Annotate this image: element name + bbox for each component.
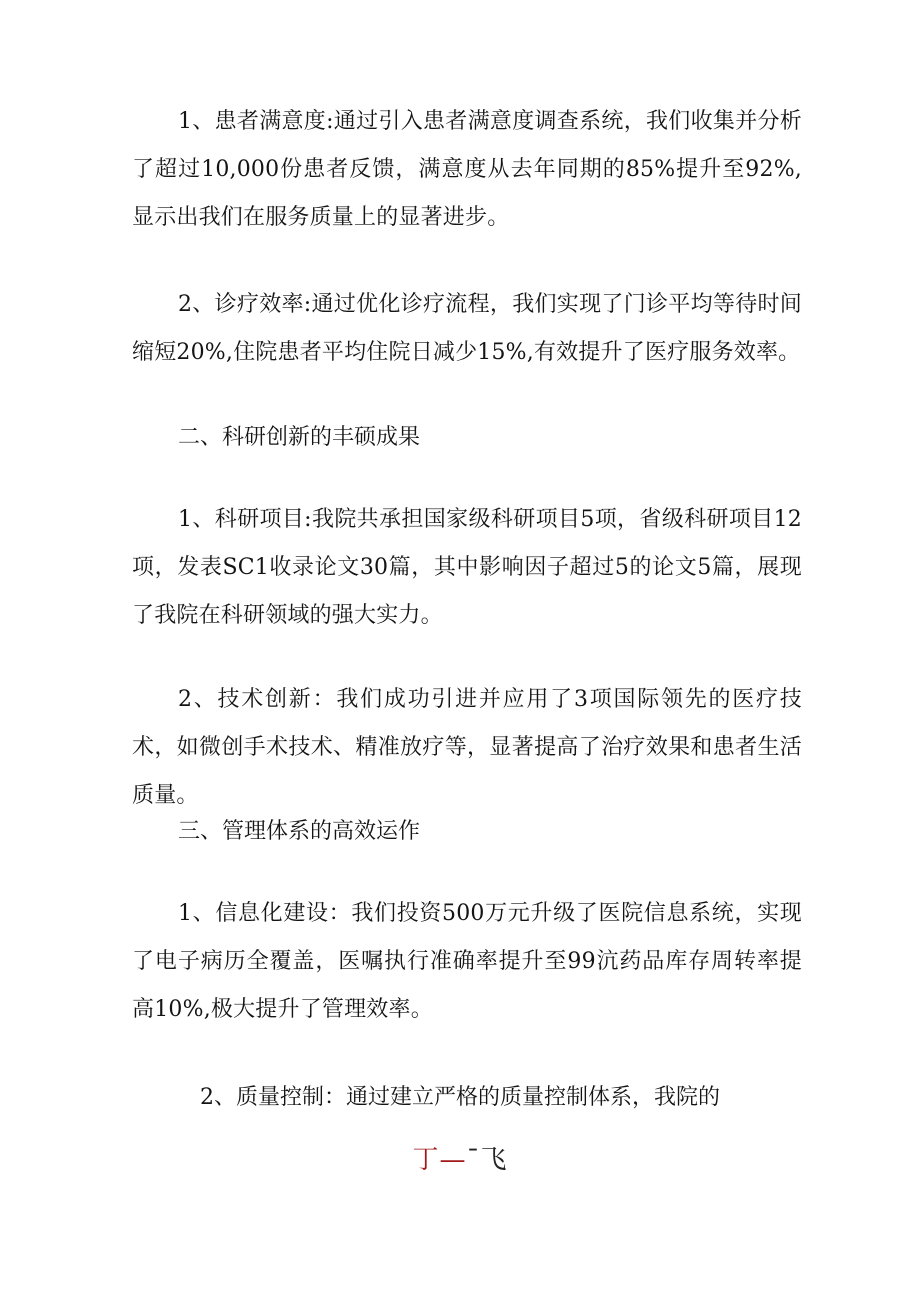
paragraph-research-projects: 1、科研项目:我院共承担国家级科研项目5项，省级科研项目12项，发表SC1收录论文30篇，其中影响因子超过5的论文5篇，展现了我院在科研领域的强大实力。	[132, 507, 802, 628]
paragraph-technical-innovation: 2、技术创新：我们成功引进并应用了3项国际领先的医疗技术，如微创手术技术、精准放疗等，显著提高了治疗效果和患者生活质量。	[132, 687, 802, 808]
section-heading-management: 三、管理体系的高效运作	[178, 819, 421, 844]
paragraph-patient-satisfaction: 1、患者满意度:通过引入患者满意度调查系统，我们收集并分析了超过10,000份患者反馈，满意度从去年同期的85%提升至92%,显示出我们在服务质量上的显著进步。	[132, 109, 802, 230]
section-heading-research: 二、科研创新的丰硕成果	[178, 425, 421, 450]
footer-mark-red: 丁—	[412, 1145, 467, 1175]
footer-mark-dark: ¯飞	[466, 1145, 508, 1175]
footer-mark	[0, 1140, 920, 1180]
paragraph-quality-control: 2、质量控制：通过建立严格的质量控制体系，我院的	[200, 1085, 720, 1110]
paragraph-treatment-efficiency: 2、诊疗效率:通过优化诊疗流程，我们实现了门诊平均等待时间缩短20%,住院患者平均住院日减少15%,有效提升了医疗服务效率。	[132, 292, 802, 365]
paragraph-informatization: 1、信息化建设：我们投资500万元升级了医院信息系统，实现了电子病历全覆盖，医嘱执行准确率提升至99沆药品库存周转率提高10%,极大提升了管理效率。	[132, 901, 802, 1022]
